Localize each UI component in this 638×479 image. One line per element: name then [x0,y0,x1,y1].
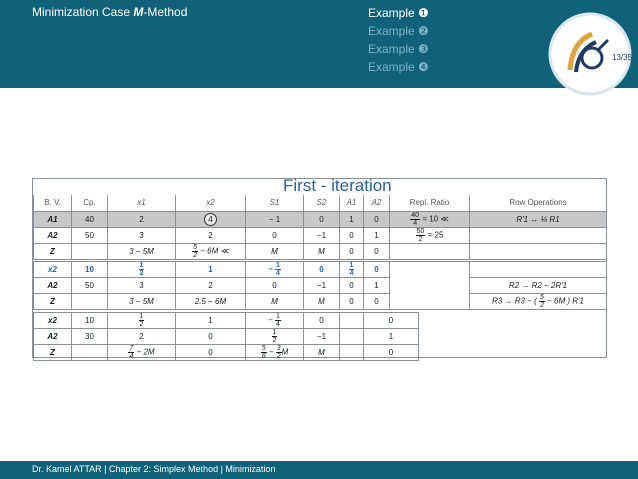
col-header: x2 [176,195,246,211]
fraction: $\frac{1}{2}$ [139,313,144,328]
cell: M [304,345,340,361]
basic-var: x2 [34,313,72,329]
cell: M [246,243,304,259]
cell: 0 [246,278,304,294]
cell: − 1 [246,211,304,227]
cell [470,227,607,243]
cell: 40 [72,211,108,227]
cell: 0 [364,211,390,227]
pivot-row [34,211,607,227]
cell: −1 [304,329,340,345]
nav-example-1[interactable]: Example ❶ [368,6,429,20]
basic-var: A2 [34,329,72,345]
col-header: Row Operations [470,195,607,211]
cell [390,262,470,310]
row-operation: R3 → R3 − ( $\frac{5}{2}$ − 6M ) R′1 [470,294,607,310]
cell: 30 [72,329,108,345]
ratio-cell: $\frac{40}{4}$ = 10 ≪ [390,211,470,227]
fraction: $\frac{1}{2}$ [139,262,144,277]
cell: 1 [176,313,246,329]
basic-var: Z [34,294,72,310]
row-operation: R2 → R2 − 2R′1 [470,278,607,294]
ratio-cell: $\frac{50}{2}$ = 25 [390,227,470,243]
cell: 2 [176,227,246,243]
cell: 1 [176,262,246,278]
cell [246,329,304,345]
nav-example-2[interactable]: Example ❷ [368,24,429,38]
cell: 0 [304,313,340,329]
pivot-element: 4 [204,213,217,226]
col-header: S2 [304,195,340,211]
cell: 3 − 5M [108,243,176,259]
page-number: 13/35 [612,53,633,62]
fraction: $\frac{1}{4}$ [349,262,354,277]
cell: 0 [176,345,246,361]
nav-example-4[interactable]: Example ❹ [368,60,429,74]
cell: −1 [304,227,340,243]
col-header: Repl. Ratio [390,195,470,211]
cell: 0 [364,345,419,361]
cell: $\frac{5}{2}$ − 6M ≪ [176,243,246,259]
cell: $\frac{5}{8}$ − $\frac{3}{2}$ M [246,345,304,361]
header-bar [0,0,638,88]
basic-var: x2 [34,262,72,278]
col-header: A1 [340,195,364,211]
col-header: S1 [246,195,304,211]
cell [340,262,364,278]
fraction: $\frac{1}{4}$ [276,262,280,277]
cell: 0 [364,243,390,259]
cell [470,243,607,259]
row-operation: R′1 ↔ ¼ R1 [470,211,607,227]
cell: 3 [108,227,176,243]
col-header: A2 [364,195,390,211]
basic-var: Z [34,345,72,361]
cell [340,313,364,329]
cell: 0 [364,294,390,310]
table-row [34,227,607,243]
cell: M [304,243,340,259]
basic-var: A2 [34,227,72,243]
frame-title: First - iteration [283,176,392,195]
col-header: Cp. [72,195,108,211]
cell: 2.5 − 6M [176,294,246,310]
cell [176,211,246,227]
cell: − $\frac{1}{4}$ [246,313,304,329]
cell [390,243,470,259]
slide-title: Minimization Case M-Method [32,5,188,19]
cell: 0 [304,262,340,278]
z-row [34,294,607,310]
cell: 10 [72,313,108,329]
cell: M [246,294,304,310]
fraction: $\frac{50}{2}$ [416,227,425,243]
cell: 2 [108,211,176,227]
cell: 0 [364,313,419,329]
cell [72,294,108,310]
tableau-block-2 [33,261,607,310]
cell: 0 [340,278,364,294]
tableau-block-1 [33,195,607,260]
fraction: $\frac{1}{4}$ [276,313,280,328]
example-nav [368,4,429,76]
basic-var: Z [34,243,72,259]
cell [72,345,108,361]
col-header: x1 [108,195,176,211]
footer-text: Dr. Kamel ATTAR | Chapter 2: Simplex Method | Minimization [32,464,276,474]
col-header: B. V. [34,195,72,211]
cell: M [304,294,340,310]
fraction: $\frac{3}{2}$ [276,345,281,360]
table-row [34,262,607,278]
cell: 0 [246,227,304,243]
cell: 0 [176,329,246,345]
cell [470,262,607,278]
table-row [34,278,607,294]
cell: 1 [364,329,419,345]
cell: 0 [340,243,364,259]
z-row [34,345,419,361]
tableau-block-3 [33,312,419,361]
cell [108,262,176,278]
table-row [34,329,419,345]
tableau-frame [32,178,607,358]
cell: 50 [72,227,108,243]
fraction: $\frac{5}{8}$ [261,345,266,360]
cell: − $\frac{1}{4}$ [246,262,304,278]
cell [340,345,364,361]
fraction: $\frac{7}{4}$ [129,345,134,360]
table-row [34,313,419,329]
cell: 1 [340,211,364,227]
cell [340,329,364,345]
cell: 0 [340,227,364,243]
header-row [34,195,607,211]
cell: 0 [364,262,390,278]
cell: −1 [304,278,340,294]
fraction: $\frac{40}{4}$ [411,211,420,227]
basic-var: A1 [34,211,72,227]
cell [72,243,108,259]
cell: 2 [108,329,176,345]
nav-example-3[interactable]: Example ❸ [368,42,429,56]
cell: 1 [364,278,390,294]
cell: 2 [176,278,246,294]
fraction: $\frac{5}{2}$ [193,243,198,259]
cell: 0 [340,294,364,310]
basic-var: A2 [34,278,72,294]
cell: $\frac{7}{4}$ − 2M [108,345,176,361]
cell: 3 [108,278,176,294]
fraction: $\frac{1}{2}$ [272,329,277,344]
fraction: $\frac{5}{2}$ [539,294,544,309]
cell: 0 [304,211,340,227]
cell [108,313,176,329]
cell: 50 [72,278,108,294]
cell: 1 [364,227,390,243]
z-row [34,243,607,259]
footer-bar [0,461,638,479]
cell: 3 − 5M [108,294,176,310]
cell: 10 [72,262,108,278]
